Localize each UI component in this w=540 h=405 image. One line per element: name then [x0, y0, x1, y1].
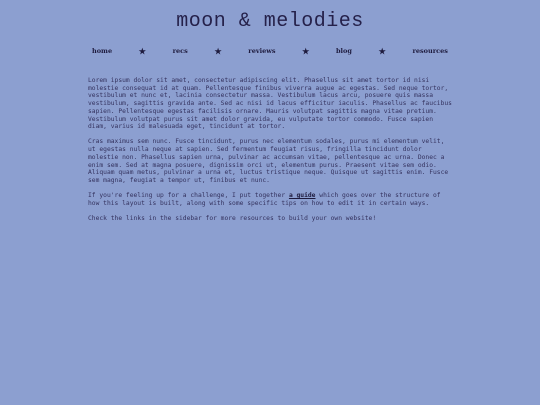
star-separator-icon: ★ — [378, 46, 386, 56]
guide-link[interactable]: a guide — [288, 192, 316, 200]
nav-link-reviews[interactable]: reviews — [248, 47, 276, 55]
paragraph-sidebar-note: Check the links in the sidebar for more resources to build your own website! — [88, 215, 377, 223]
nav-link-recs[interactable]: recs — [172, 47, 188, 55]
main-nav — [92, 46, 448, 56]
nav-link-home[interactable]: home — [92, 47, 113, 55]
star-separator-icon: ★ — [302, 46, 310, 56]
nav-link-resources[interactable]: resources — [412, 47, 448, 55]
nav-link-blog[interactable]: blog — [336, 47, 352, 55]
paragraph-intro: Lorem ipsum dolor sit amet, consectetur adipiscing elit. Phasellus sit amet tortor id nisi molestie consequat id at quam. Pellentesque finibus viverra augue ac egestas. Sed neque tortor, vestibulum et nunc et, lacinia consectetur massa. Vestibulum lacus arcu, posuere quis massa vestibulum, sagittis gravida ante. Sed ac nisi id lacus efficitur iaculis. Phasellus ac faucibus sapien. Pellentesque egestas facilisis ornare. Mauris volutpat sagittis magna vitae pretium. Vestibulum volutpat purus sit amet dolor gravida, eu vulputate tortor commodo. Fusce sapien diam, varius id malesuada eget, tincidunt at tortor. — [88, 77, 452, 131]
site-title: moon & melodies — [176, 10, 364, 33]
main-content — [88, 77, 452, 230]
paragraph-second: Cras maximus sem nunc. Fusce tincidunt, purus nec elementum sodales, purus mi elementum velit, ut egestas nulla neque at sapien. Sed fermentum feugiat risus, fringilla tincidunt dolor molestie non. Phasellus sapien urna, pulvinar ac accumsan vitae, pellentesque ac urna. Donec a enim sem. Sed at magna posuere, dignissim orci ut, elementum purus. Praesent vitae sem odio. Aliquam quam metus, pulvinar a urna et, luctus tristique neque. Quisque ut sagittis enim. Fusce sem magna, feugiat a tempor ut, finibus et nunc. — [88, 138, 449, 184]
star-separator-icon: ★ — [214, 46, 222, 56]
star-separator-icon: ★ — [138, 46, 146, 56]
guide-text-before: If you're feeling up for a challenge, I put together — [88, 192, 289, 200]
guide-text-after: which goes over the structure of how this layout is built, along with some specific tips on how to edit it in certain ways. — [88, 192, 441, 207]
paragraph-guide — [88, 192, 452, 207]
